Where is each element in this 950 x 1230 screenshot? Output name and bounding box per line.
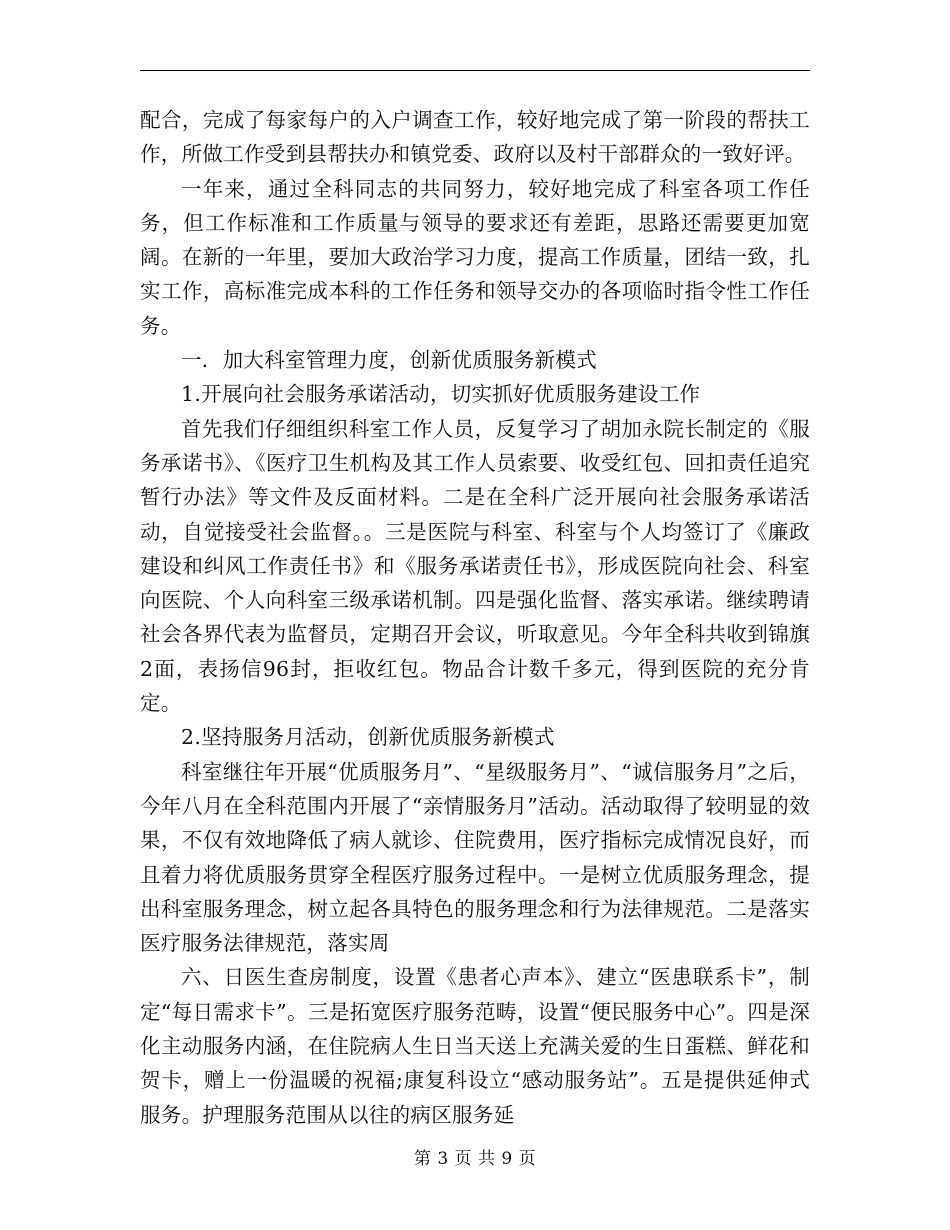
subsection-heading-1: 1.开展向社会服务承诺活动，切实抓好优质服务建设工作 <box>181 382 701 407</box>
paragraph-3: 首先我们仔细组织科室工作人员，反复学习了胡加永院长制定的《服务承诺书》、《医疗卫生机构及其工作人员索要、收受红包、回扣责任追究暂行办法》等文件及反面材料。二是在全科广泛开展向社会服务承诺活动，自觉接受社会监督。。三是医院与科室、科室与个人均签订了《廉政建设和纠风工作责任书》和《服务承诺责任书》，形成医院向社会、科室向医院、个人向科室三级承诺机制。四是强化监督、落实承诺。继续聘请社会各界代表为监督员，定期召开会议，听取意见。今年全科共收到锦旗2面，表扬信96封，拒收红包。物品合计数千多元，得到医院的充分肯定。 <box>140 416 810 716</box>
subsection-heading-2: 2.坚持服务月活动，创新优质服务新模式 <box>181 725 555 750</box>
paragraph-2: 一年来，通过全科同志的共同努力，较好地完成了科室各项工作任务，但工作标准和工作质量与领导的要求还有差距，思路还需要更加宽阔。在新的一年里，要加大政治学习力度，提高工作质量，团结一致，扎实工作，高标准完成本科的工作任务和领导交办的各项临时指令性工作任务。 <box>140 176 810 338</box>
paragraph-1: 配合，完成了每家每户的入户调查工作，较好地完成了第一阶段的帮扶工作，所做工作受到县帮扶办和镇党委、政府以及村干部群众的一致好评。 <box>140 108 810 167</box>
paragraph-5: 六、日医生查房制度，设置《患者心声本》、建立“医患联系卡”，制定“每日需求卡”。三是拓宽医疗服务范畴，设置“便民服务中心”。四是深化主动服务内涵，在住院病人生日当天送上充满关爱的生日蛋糕、鲜花和贺卡，赠上一份温暖的祝福;康复科设立“感动服务站”。五是提供延伸式服务。护理服务范围从以往的病区服务延 <box>140 965 810 1127</box>
paragraph-4: 科室继往年开展“优质服务月”、“星级服务月”、“诚信服务月”之后，今年八月在全科范围内开展了“亲情服务月”活动。活动取得了较明显的效果，不仅有效地降低了病人就诊、住院费用，医疗指标完成情况良好，而且着力将优质服务贯穿全程医疗服务过程中。一是树立优质服务理念，提出科室服务理念，树立起各具特色的服务理念和行为法律规范。二是落实医疗服务法律规范，落实周 <box>140 759 810 956</box>
document-body <box>140 103 810 1132</box>
header-rule <box>140 70 810 71</box>
section-heading-1: 一．加大科室管理力度，创新优质服务新模式 <box>181 348 597 373</box>
page-number-footer: 第 3 页 共 9 页 <box>413 1149 537 1169</box>
